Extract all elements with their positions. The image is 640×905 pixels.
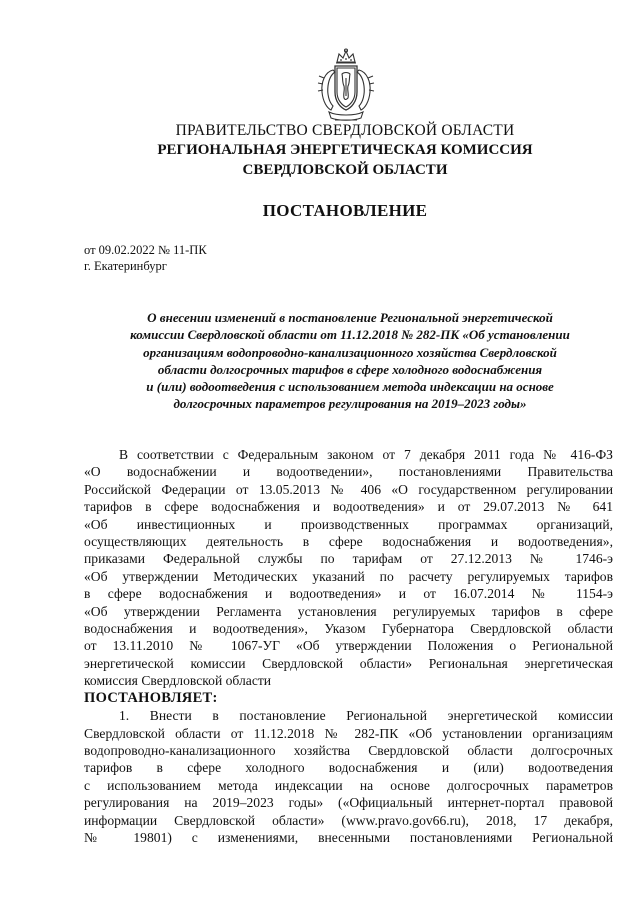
document-type-heading: ПОСТАНОВЛЕНИЕ bbox=[262, 201, 428, 220]
item1-line: с использованием метода индексации на основе долгосрочных параметров bbox=[84, 777, 613, 793]
preamble-line: тарифов в сфере водоснабжения и водоотведения» и от 29.07.2013 № 641 bbox=[84, 499, 613, 515]
preamble-line: в сфере водоснабжения и водоотведения» и от 16.07.2014 № 1154-э bbox=[84, 586, 613, 602]
preamble-line: приказами Федеральной службы по тарифам от 27.12.2013 № 1746-э bbox=[84, 551, 613, 567]
preamble-line: В соответствии с Федеральным законом от 7 декабря 2011 года № 416-ФЗ bbox=[119, 447, 613, 462]
item1-line: тарифов в сфере холодного водоснабжения и (или) водоотведения bbox=[84, 760, 613, 776]
item1-line: водопроводно-канализационного хозяйства Свердловской области долгосрочных bbox=[84, 742, 613, 758]
title-line: и (или) водоотведения с использованием метода индексации на основе bbox=[146, 379, 554, 395]
item1-line: Свердловской области от 11.12.2018 № 282-ПК «Об установлении организациям bbox=[84, 725, 613, 741]
preamble-line: комиссия Свердловской области bbox=[84, 673, 272, 689]
document-title bbox=[90, 309, 610, 413]
coat-of-arms-emblem bbox=[315, 48, 377, 124]
preamble-line: водоснабжения и водоотведения», Указом Губернатора Свердловской области bbox=[84, 621, 613, 637]
title-line: комиссии Свердловской области от 11.12.2018 № 282-ПК «Об установлении bbox=[130, 327, 570, 343]
preamble-line: «Об утверждении Методических указаний по расчету регулируемых тарифов bbox=[84, 568, 613, 584]
item1-line: регулирования на 2019–2023 годы» («Официальный интернет-портал правовой bbox=[84, 795, 613, 811]
preamble-line: энергетической комиссии Свердловской области» Региональная энергетическая bbox=[84, 655, 613, 671]
preamble-line: осуществляющих деятельность в сфере водоснабжения и водоотведения», bbox=[84, 534, 613, 550]
government-name: ПРАВИТЕЛЬСТВО СВЕРДЛОВСКОЙ ОБЛАСТИ bbox=[175, 122, 515, 139]
document-body bbox=[84, 446, 613, 846]
decree-word: ПОСТАНОВЛЯЕТ: bbox=[84, 689, 218, 706]
preamble-line: «О водоснабжении и водоотведении», постановлениями Правительства bbox=[84, 464, 613, 480]
title-line: области долгосрочных тарифов в сфере холодного водоснабжения bbox=[157, 361, 543, 377]
preamble-line: Российской Федерации от 13.05.2013 № 406 «О государственном регулировании bbox=[84, 481, 613, 497]
region-name: СВЕРДЛОВСКОЙ ОБЛАСТИ bbox=[242, 162, 448, 178]
preamble-line: «Об инвестиционных и производственных программах организаций, bbox=[84, 516, 613, 532]
document-date-number: от 09.02.2022 № 11-ПК bbox=[84, 243, 207, 257]
item1-line: 1. Внести в постановление Региональной энергетической комиссии bbox=[119, 708, 613, 724]
document-city: г. Екатеринбург bbox=[84, 259, 167, 273]
title-line: организациям водопроводно-канализационного хозяйства Свердловской bbox=[143, 344, 557, 360]
item1-line: № 19801) с изменениями, внесенными постановлениями Региональной bbox=[84, 829, 613, 845]
preamble-line: от 13.11.2010 № 1067-УГ «Об утверждении Положения о Региональной bbox=[84, 638, 613, 654]
preamble-line: «Об утверждении Регламента установления регулируемых тарифов в сфере bbox=[84, 603, 613, 619]
title-line: долгосрочных параметров регулирования на 2019–2023 годы» bbox=[173, 396, 527, 412]
item1-line: информации Свердловской области» (www.pravo.gov66.ru), 2018, 17 декабря, bbox=[84, 812, 613, 828]
commission-name: РЕГИОНАЛЬНАЯ ЭНЕРГЕТИЧЕСКАЯ КОМИССИЯ bbox=[157, 142, 533, 158]
title-line: О внесении изменений в постановление Региональной энергетической bbox=[147, 310, 553, 325]
